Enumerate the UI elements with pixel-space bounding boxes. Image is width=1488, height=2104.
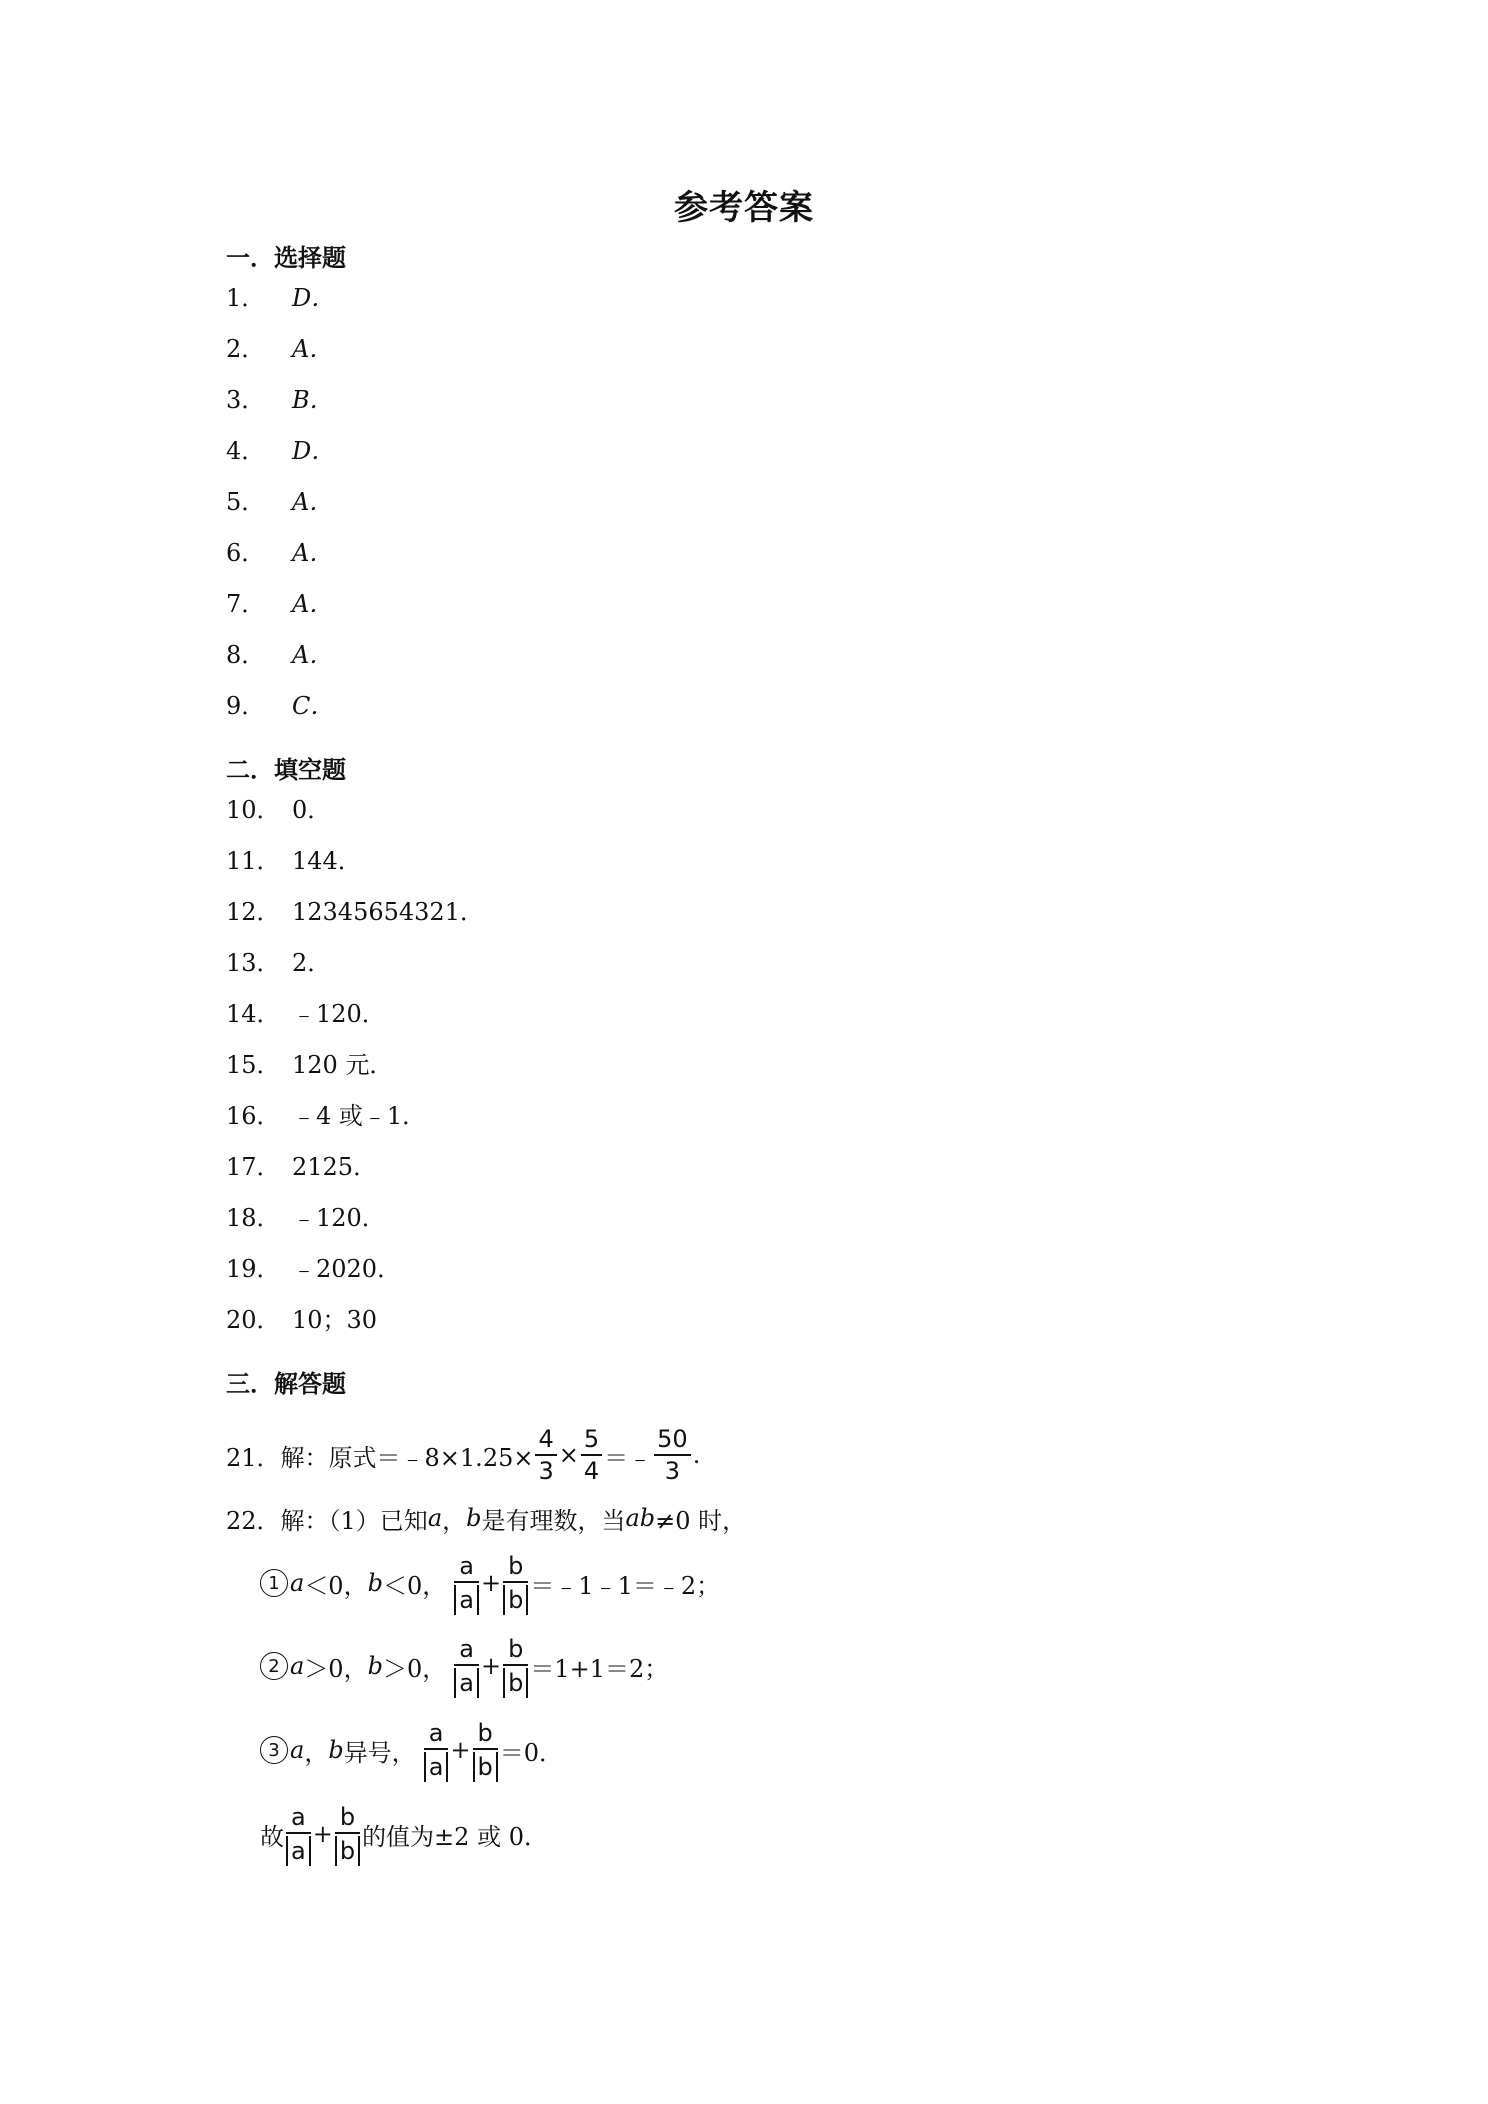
answer-row xyxy=(226,639,333,671)
q22-intro xyxy=(226,1500,746,1536)
question-number: 20． xyxy=(226,1306,281,1334)
fraction-b-over-abs-b xyxy=(473,1718,498,1782)
question-number: 4． xyxy=(226,437,266,465)
q22-conclusion xyxy=(260,1796,548,1872)
fraction-bar xyxy=(286,1832,311,1834)
fraction-bar xyxy=(503,1664,528,1666)
answer-value: 144． xyxy=(292,847,362,875)
answer-value: 0． xyxy=(292,796,332,824)
answer-value: A． xyxy=(292,641,334,669)
page-title: 参考答案 xyxy=(674,188,814,228)
plus-sign: + xyxy=(480,1652,502,1680)
fraction-denominator: 4 xyxy=(583,1457,600,1485)
section-heading-fill: 二．填空题 xyxy=(226,756,346,784)
answer-row xyxy=(226,794,331,826)
condition-a: ＜0， xyxy=(304,1571,368,1600)
question-number: 14． xyxy=(226,1000,281,1028)
answer-value: ﹣2020． xyxy=(292,1255,402,1283)
absolute-value-denominator: a xyxy=(454,1585,479,1615)
fraction-numerator: 50 xyxy=(657,1425,688,1453)
var-b: b xyxy=(367,1569,383,1597)
question-number: 2． xyxy=(226,335,266,363)
answer-value: A． xyxy=(292,539,334,567)
absolute-value-denominator: b xyxy=(335,1836,360,1866)
var-b: b xyxy=(367,1652,383,1680)
q21-prefix: 21．解：原式＝﹣8×1.25× xyxy=(226,1443,534,1472)
fraction-numerator: a xyxy=(291,1803,306,1831)
answer-value: 2． xyxy=(292,949,332,977)
fraction-bar xyxy=(454,1664,479,1666)
var-a: a xyxy=(427,1504,443,1532)
fraction-denominator: 3 xyxy=(538,1457,554,1485)
answer-value: A． xyxy=(292,590,334,618)
absolute-value-denominator: b xyxy=(503,1585,528,1615)
question-number: 5． xyxy=(226,488,266,516)
q21-solution xyxy=(226,1420,700,1490)
circled-number-1: 1 xyxy=(260,1569,288,1597)
question-number: 10． xyxy=(226,796,281,824)
question-number: 9． xyxy=(226,692,266,720)
question-number: 6． xyxy=(226,539,266,567)
fraction xyxy=(535,1424,556,1486)
answer-row xyxy=(226,588,333,620)
fraction-bar xyxy=(454,1581,479,1583)
fraction-numerator: b xyxy=(508,1552,524,1580)
answer-row xyxy=(226,486,333,518)
answer-row xyxy=(226,690,334,722)
conclusion-text: 的值为±2 或 0． xyxy=(362,1822,548,1851)
var-a: a xyxy=(290,1569,305,1597)
absolute-value-denominator: a xyxy=(454,1668,479,1698)
fraction-numerator: a xyxy=(459,1635,474,1663)
answer-value: A． xyxy=(292,335,334,363)
fraction-a-over-abs-a xyxy=(454,1551,479,1615)
question-number: 1． xyxy=(226,284,266,312)
answer-row xyxy=(226,1202,386,1234)
q22-case-3 xyxy=(260,1712,563,1788)
answer-value: A． xyxy=(292,488,334,516)
answer-value: D． xyxy=(292,437,336,465)
fraction-a-over-abs-a xyxy=(454,1634,479,1698)
comma: ， xyxy=(304,1738,329,1767)
answer-value: 12345654321． xyxy=(292,898,484,926)
var-a: a xyxy=(290,1736,305,1764)
question-number: 16． xyxy=(226,1102,281,1130)
condition-b: ＜0， xyxy=(382,1571,447,1600)
question-number: 3． xyxy=(226,386,266,414)
answer-row xyxy=(226,435,335,467)
question-number: 19． xyxy=(226,1255,281,1283)
question-number: 12． xyxy=(226,898,281,926)
absolute-value-denominator: a xyxy=(424,1752,449,1782)
fraction-numerator: 5 xyxy=(583,1425,600,1453)
fraction-numerator: a xyxy=(459,1552,474,1580)
answer-row xyxy=(226,1100,426,1132)
question-number: 17． xyxy=(226,1153,281,1181)
answer-row xyxy=(226,1304,377,1336)
answer-value: D． xyxy=(292,284,336,312)
section-heading-choice: 一．选择题 xyxy=(226,244,346,272)
fraction-numerator: a xyxy=(428,1719,444,1747)
case-result: ＝1+1＝2； xyxy=(530,1654,669,1683)
absolute-value-denominator: a xyxy=(286,1836,311,1866)
fraction xyxy=(581,1424,602,1486)
q21-end: . xyxy=(692,1441,701,1469)
question-number: 8． xyxy=(226,641,266,669)
fraction-bar xyxy=(473,1748,498,1750)
conclusion-prefix: 故 xyxy=(260,1822,284,1851)
answer-value: C． xyxy=(292,692,335,720)
answer-row xyxy=(226,333,333,365)
times-sign: × xyxy=(558,1441,579,1469)
fraction-a-over-abs-a xyxy=(424,1718,449,1782)
plus-sign: + xyxy=(450,1736,471,1764)
answer-value: ﹣120． xyxy=(292,1000,386,1028)
answer-value: 2125． xyxy=(292,1153,378,1181)
answer-row xyxy=(226,1151,377,1183)
plus-sign: + xyxy=(480,1569,502,1597)
case-result: ＝0． xyxy=(499,1738,564,1767)
absolute-value-denominator: b xyxy=(503,1668,528,1698)
q22-intro-mid: 是有理数，当 xyxy=(481,1506,626,1535)
answer-value: ﹣4 或﹣1． xyxy=(292,1102,427,1130)
fraction-numerator: b xyxy=(477,1719,493,1747)
fraction-a-over-abs-a xyxy=(286,1802,311,1866)
answer-row xyxy=(226,537,333,569)
answer-value: ﹣120． xyxy=(292,1204,386,1232)
plus-sign: + xyxy=(312,1820,333,1848)
question-number: 18． xyxy=(226,1204,281,1232)
answer-row xyxy=(226,845,362,877)
fraction-bar xyxy=(424,1748,449,1750)
section-heading-solve: 三．解答题 xyxy=(226,1370,346,1398)
fraction-numerator: b xyxy=(508,1635,524,1663)
answer-row xyxy=(226,1253,401,1285)
answer-row xyxy=(226,896,484,928)
fraction-b-over-abs-b xyxy=(503,1634,528,1698)
fraction-b-over-abs-b xyxy=(503,1551,528,1615)
answer-row xyxy=(226,998,386,1030)
absolute-value-denominator: b xyxy=(473,1752,498,1782)
answer-row xyxy=(226,384,334,416)
answer-row xyxy=(226,1049,393,1081)
var-a: a xyxy=(290,1652,305,1680)
circled-number-3: 3 xyxy=(260,1736,288,1764)
question-number: 13． xyxy=(226,949,281,977)
question-number: 11． xyxy=(226,847,281,875)
fraction-bar xyxy=(503,1581,528,1583)
question-number: 15． xyxy=(226,1051,281,1079)
q22-case-1 xyxy=(260,1545,720,1621)
fraction-numerator: b xyxy=(339,1803,356,1831)
fraction xyxy=(654,1424,691,1486)
fraction-bar xyxy=(335,1832,360,1834)
fraction-denominator: 3 xyxy=(664,1457,681,1485)
fraction-numerator: 4 xyxy=(538,1425,554,1453)
q22-case-2 xyxy=(260,1628,668,1704)
equals-negative: ＝﹣ xyxy=(604,1443,653,1472)
answer-value: 10；30 xyxy=(292,1306,378,1334)
answer-value: 120 元． xyxy=(292,1051,394,1079)
question-number: 7． xyxy=(226,590,266,618)
condition-opposite-signs: 异号， xyxy=(343,1738,416,1767)
answer-row xyxy=(226,282,335,314)
fraction-b-over-abs-b xyxy=(335,1802,360,1866)
circled-number-2: 2 xyxy=(260,1652,288,1680)
answer-row xyxy=(226,947,331,979)
q22-intro-prefix: 22．解：（1）已知 xyxy=(226,1506,428,1535)
comma: ， xyxy=(442,1506,467,1535)
answer-value: B． xyxy=(292,386,334,414)
var-b: b xyxy=(328,1736,344,1764)
q22-intro-end: ≠0 时， xyxy=(655,1506,747,1535)
condition-b: ＞0， xyxy=(382,1654,447,1683)
condition-a: ＞0， xyxy=(304,1654,368,1683)
case-result: ＝﹣1﹣1＝﹣2； xyxy=(530,1571,721,1600)
var-ab: ab xyxy=(625,1504,656,1532)
var-b: b xyxy=(466,1504,482,1532)
